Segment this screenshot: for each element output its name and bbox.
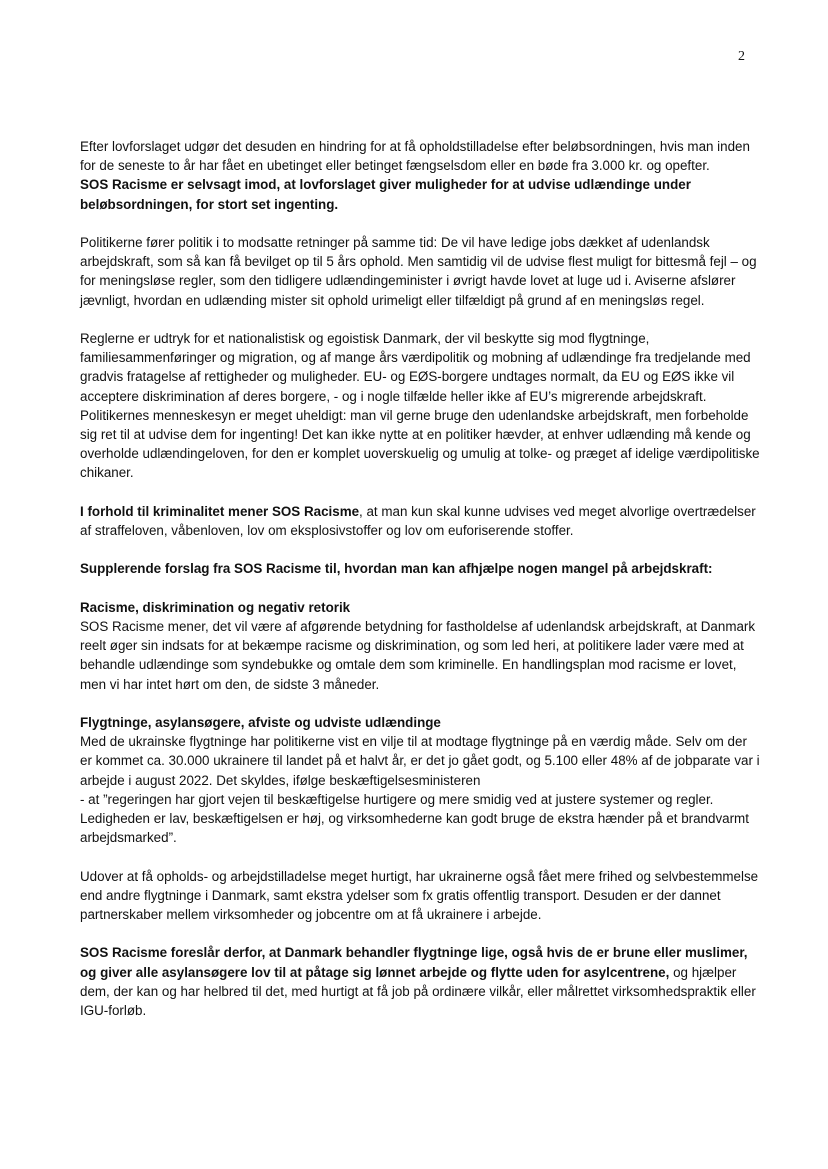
- paragraph-text: Politikerne fører politik i to modsatte retninger på samme tid: De vil have ledige jobs dækket af udenlandsk arbejdskraft, som så kan få bevilget op til 5 års ophold. Men samtidig vil de udvise flest muligt for bittesmå fejl – og for meningsløse regler, som den tidligere udlændingeminister i øvrigt havde lovet at luge ud i. Aviserne afslører jævnligt, hvordan en udlænding mister sit ophold urimeligt eller tilfældigt på grund af en meningsløs regel.: [80, 235, 757, 308]
- paragraph-text: Politikernes menneskesyn er meget uheldigt: man vil gerne bruge den udenlandske arbejdskraft, men forbeholde sig ret til at udvise dem for ingenting! Det kan ikke nytte at en politiker hævder, at enhver udlænding må kende og overholde udlændingeloven, for den er komplet uoverskuelig og umulig at tolke- og præget af idelige værdipolitiske chikaner.: [80, 407, 760, 481]
- document-body: [80, 137, 760, 1020]
- paragraph-bold-statement: SOS Racisme er selvsagt imod, at lovforslaget giver muligheder for at udvise udlændinge under beløbsordningen, for stort set ingenting.: [80, 177, 691, 212]
- bold-lead: SOS Racisme foreslår derfor, at Danmark behandler flygtninge lige, også hvis de er brune eller muslimer, og giver alle asylansøgere lov til at påtage sig lønnet arbejde og flytte uden for asylcentrene,: [80, 945, 748, 980]
- paragraph-text: Med de ukrainske flygtninge har politikerne vist en vilje til at modtage flygtninge på en værdig måde. Selv om der er kommet ca. 30.000 ukrainere til landet på et halvt år, er det jo gået godt, og 5.100 eller 48% af de jobparate var i arbejde i august 2022. Det skyldes, ifølge beskæftigelsesministeren: [80, 734, 760, 788]
- section-racism: [80, 598, 760, 694]
- paragraph-ukrainians: [80, 867, 760, 925]
- paragraph-criminality: [80, 502, 760, 540]
- paragraph-rest: , at man kun skal kunne udvises ved meget alvorlige overtrædelser af straffeloven, våbenloven, lov om eksplosivstoffer og lov om euforiserende stoffer.: [80, 503, 756, 539]
- paragraph-politics: [80, 233, 760, 310]
- paragraph-text: [80, 943, 760, 1020]
- section-heading: Flygtninge, asylansøgere, afviste og udviste udlændinge: [80, 715, 441, 730]
- section-supplementary: [80, 559, 760, 578]
- paragraph-text: Udover at få opholds- og arbejdstilladelse meget hurtigt, har ukrainerne også fået mere frihed og selvbestemmelse end andre flygtninge i Danmark, samt ekstra ydelser som fx gratis offentlig transport. Desuden er der dannet partnerskaber mellem virksomheder og jobcentre om at få ukrainere i arbejde.: [80, 868, 759, 923]
- paragraph-proposal: [80, 943, 760, 1020]
- page-number: 2: [738, 49, 745, 64]
- paragraph-rules: [80, 329, 760, 483]
- paragraph-text: [80, 502, 760, 540]
- paragraph-income-rule: [80, 137, 760, 214]
- quote-text: - at ”regeringen har gjort vejen til beskæftigelse hurtigere og mere smidig ved at justere systemer og regler. Ledigheden er lav, beskæftigelsen er høj, og virksomhederne kan godt bruge de ekstra hænder på et brandvarmt arbejdsmarked”.: [80, 791, 749, 846]
- section-heading: Racisme, diskrimination og negativ retorik: [80, 599, 351, 615]
- section-heading: Supplerende forslag fra SOS Racisme til, hvordan man kan afhjælpe nogen mangel på arbejdskraft:: [80, 561, 713, 577]
- section-refugees: [80, 713, 760, 847]
- paragraph-text: Reglerne er udtryk for et nationalistisk og egoistisk Danmark, der vil beskytte sig mod flygtninge, familiesammenføringer og migration, og af mange års værdipolitik og mobning af udlændinge fra tredjelande med gradvis fratagelse af rettigheder og muligheder. EU- og EØS-borgere undtages normalt, da EU og EØS ikke vil acceptere diskrimination af deres borgere, - og i nogle tilfælde heller ikke af EU’s migrerende arbejdskraft.: [80, 331, 751, 404]
- paragraph-rest: og hjælper dem, der kan og har helbred til det, med hurtigt at få job på ordinære vilkår, eller målrettet virksomhedspraktik eller IGU-forløb.: [80, 964, 756, 1019]
- paragraph-text: SOS Racisme mener, det vil være af afgørende betydning for fastholdelse af udenlandsk arbejdskraft, at Danmark reelt øger sin indsats for at bekæmpe racisme og diskrimination, og som led heri, at politikere lader være med at behandle udlændinge som syndebukke og omtale dem som kriminelle. En handlingsplan mod racisme er lovet, men vi har intet hørt om den, de sidste 3 måneder.: [80, 619, 756, 692]
- bold-lead: I forhold til kriminalitet mener SOS Racisme: [80, 503, 360, 519]
- paragraph-text: Efter lovforslaget udgør det desuden en hindring for at få opholdstilladelse efter beløbsordningen, hvis man inden for de seneste to år har fået en ubetinget eller betinget fængselsdom eller en bøde fra 3.000 kr. og opefter.: [80, 139, 750, 174]
